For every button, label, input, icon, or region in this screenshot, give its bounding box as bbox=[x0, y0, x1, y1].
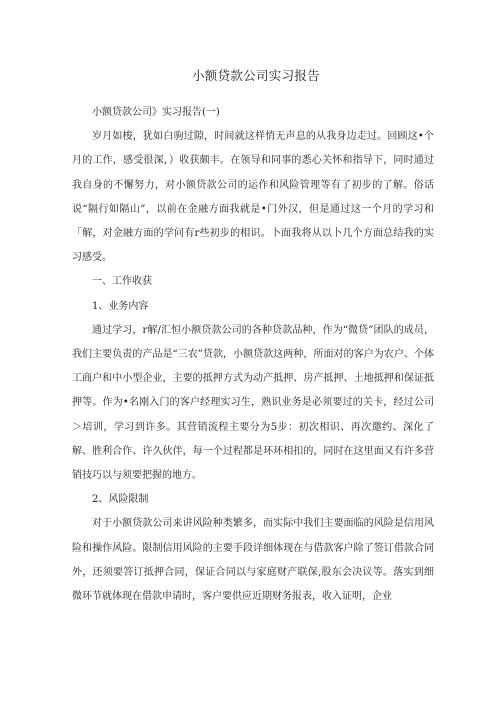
section-heading-work-gains: 一、工作收获 bbox=[92, 276, 152, 288]
subsection-heading-business: 1、业务内容 bbox=[92, 300, 149, 312]
report-subtitle: 小额贷款公司》实习报告(一) bbox=[92, 107, 220, 118]
business-paragraph: 通过学习，r解/汇恒小额贷款公司的各种贷款品种，作为“微贷”团队的成员，我们主要负责的产品是“三农”贷款，小额贷款这两种，所面对的客户为农户、个体工商户和中小型企业，主要的抵押方式为动产抵押、房产抵押、土地抵押和保证抵押等。作为•名刚入门的客户经理实习生，熟识业务是必须要过的关卡，经过公司＞培训，学习到许多。其营销流程主要分为5步：初次相识、再次邀约、深化了解、胜利合作、许久伙伴，每一个过程都是环环相扣的，同时在这里面又有许多营销技巧以与须要把握的地方。 bbox=[72, 324, 434, 482]
risk-paragraph: 对于小额贷款公司来讲风险种类繁多，而实际中我们主要面临的风险是信用风险和操作风险。限制信用风险的主要手段详细体现在与借款客户除了签订借款合同外，还须要答订抵押合同，保证合同以与家庭财产联保,股东会决议等。落实到细微环节就体现在借款申请时，客户要供应近期财务报表，收入证明，企业 bbox=[72, 518, 434, 603]
intro-paragraph: 岁月如梭，犹如白驹过隙，时间就这样悄无声息的从我身边走过。回顾这•个月的工作，感受很深，）收获颇丰。在领导和同事的悉心关怀和指导下，同时通过我自身的不懈努力，对小额贷款公司的运作和风险管理等有了初步的了解。俗话说“隔行如隔山”，以前在金融方面我就是•门外汉，但是通过这一个月的学习和「解，对金融方面的学问有r些初步的相识。卜面我将从以卜几个方面总结我的实习感受。 bbox=[72, 131, 434, 264]
subsection-heading-risk: 2、风险限制 bbox=[92, 494, 149, 506]
document-title: 小额贷款公司实习报告 bbox=[191, 68, 320, 83]
